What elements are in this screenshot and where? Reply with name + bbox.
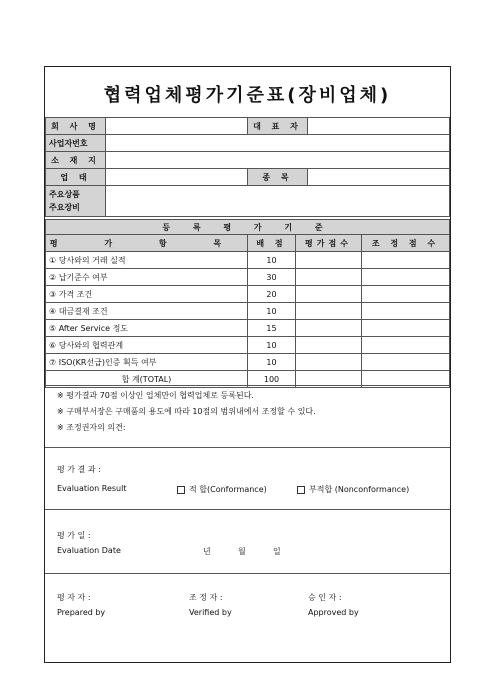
header-adjust-score: 조 정 점 수	[362, 235, 450, 252]
business-label: 업 태	[46, 169, 106, 186]
eval-score-field[interactable]	[296, 354, 362, 371]
item-field[interactable]	[308, 169, 450, 186]
result-label-ko: 평 가 결 과 :	[57, 465, 101, 474]
representative-field[interactable]	[308, 118, 450, 135]
note-1: ※ 평가결과 70점 이상인 업체만이 협력업체로 등록된다.	[57, 391, 254, 400]
company-info-table	[45, 117, 450, 217]
date-month: 월	[238, 547, 246, 556]
adjust-score-field[interactable]	[362, 252, 450, 269]
criteria-score: 10	[248, 303, 296, 320]
criteria-item: ① 당사와의 거래 실적	[46, 252, 248, 269]
date-section	[45, 509, 450, 574]
company-field[interactable]	[106, 118, 248, 135]
criteria-row	[46, 286, 450, 303]
date-label-en: Evaluation Date	[57, 546, 121, 555]
date-label-ko: 평 가 일 :	[57, 531, 91, 540]
note-3: ※ 조정권자의 의견:	[57, 423, 126, 432]
prepared-label-en: Prepared by	[57, 608, 106, 617]
adjust-score-field[interactable]	[362, 320, 450, 337]
business-field[interactable]	[106, 169, 248, 186]
verified-label-ko: 조 정 자 :	[189, 593, 223, 602]
adjust-score-field[interactable]	[362, 354, 450, 371]
criteria-score: 30	[248, 269, 296, 286]
note-2: ※ 구매부서장은 구매품의 용도에 따라 10점의 범위내에서 조정할 수 있다.	[57, 407, 316, 416]
criteria-score: 20	[248, 286, 296, 303]
criteria-row	[46, 252, 450, 269]
address-label: 소 재 지	[46, 152, 106, 169]
nonconformance-label: 부적합 (Nonconformance)	[309, 485, 410, 494]
conformance-label: 적 합(Conformance)	[189, 485, 267, 494]
criteria-table	[45, 219, 450, 388]
criteria-score: 10	[248, 252, 296, 269]
criteria-item: ⑥ 당사와의 협력관계	[46, 337, 248, 354]
total-label: 합 계(TOTAL)	[46, 371, 248, 388]
adjust-score-field[interactable]	[362, 286, 450, 303]
header-eval-score: 평가점수	[296, 235, 362, 252]
eval-score-field[interactable]	[296, 252, 362, 269]
criteria-item: ④ 대금결재 조건	[46, 303, 248, 320]
products-label-text: 주요상품	[49, 190, 80, 199]
result-section	[45, 447, 450, 510]
nonconformance-checkbox[interactable]	[297, 486, 305, 494]
eval-score-field[interactable]	[296, 303, 362, 320]
eval-score-field[interactable]	[296, 286, 362, 303]
criteria-row	[46, 303, 450, 320]
products-field[interactable]	[106, 186, 450, 217]
criteria-row	[46, 269, 450, 286]
verified-label-en: Verified by	[189, 608, 232, 617]
eval-score-field[interactable]	[296, 269, 362, 286]
criteria-item: ② 납기준수 여부	[46, 269, 248, 286]
result-label-en: Evaluation Result	[57, 484, 127, 493]
signature-section	[45, 573, 450, 663]
eval-score-field[interactable]	[296, 320, 362, 337]
adjust-score-field[interactable]	[362, 337, 450, 354]
conformance-checkbox[interactable]	[177, 486, 185, 494]
total-score: 100	[248, 371, 296, 388]
approved-label-ko: 승 인 자 :	[308, 593, 342, 602]
products-label	[46, 186, 106, 217]
notes-section	[45, 385, 450, 448]
nonconformance-option[interactable]	[297, 484, 409, 495]
form-title: 협력업체평가기준표(장비업체)	[103, 85, 392, 106]
criteria-section-title: 등 록 평 가 기 준	[46, 220, 450, 235]
criteria-item: ⑤ After Service 정도	[46, 320, 248, 337]
criteria-score: 10	[248, 337, 296, 354]
criteria-row	[46, 337, 450, 354]
item-label: 종 목	[248, 169, 308, 186]
address-field[interactable]	[106, 152, 450, 169]
header-score: 배 점	[248, 235, 296, 252]
criteria-row	[46, 354, 450, 371]
biz-no-label: 사업자번호	[46, 135, 106, 152]
company-label: 회 사 명	[46, 118, 106, 135]
criteria-item: ③ 가격 조건	[46, 286, 248, 303]
adjust-score-field[interactable]	[362, 269, 450, 286]
conformance-option[interactable]	[177, 484, 267, 495]
date-day: 일	[273, 547, 281, 556]
biz-no-field[interactable]	[106, 135, 450, 152]
criteria-score: 10	[248, 354, 296, 371]
approved-label-en: Approved by	[308, 608, 359, 617]
header-item: 평 가 항 목	[46, 235, 248, 252]
representative-label: 대 표 자	[248, 118, 308, 135]
form-frame	[44, 66, 451, 663]
criteria-row	[46, 320, 450, 337]
date-year: 년	[203, 547, 211, 556]
equipment-label-text: 주요장비	[49, 203, 80, 212]
eval-score-field[interactable]	[296, 337, 362, 354]
adjust-score-field[interactable]	[362, 303, 450, 320]
criteria-score: 15	[248, 320, 296, 337]
criteria-item: ⑦ ISO(KR선급)인증 획득 여부	[46, 354, 248, 371]
prepared-label-ko: 평 자 자 :	[57, 593, 91, 602]
